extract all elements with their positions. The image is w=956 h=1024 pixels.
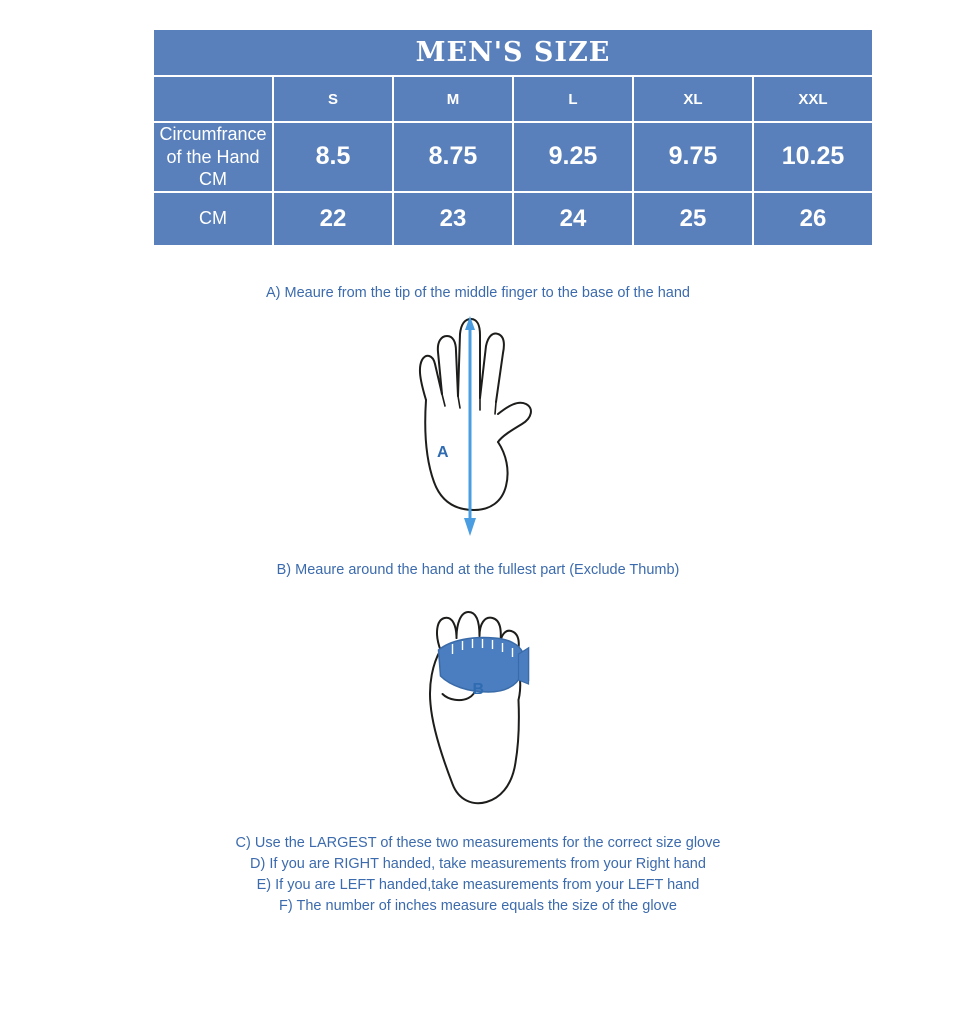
instruction-a: A) Meaure from the tip of the middle finger to the base of the hand (266, 285, 690, 301)
instruction-c: C) Use the LARGEST of these two measurements for the correct size glove (235, 835, 721, 851)
cell-circumference-xxl: 10.25 (754, 123, 872, 191)
length-arrow-icon (464, 316, 476, 536)
cell-circumference-l: 9.25 (514, 123, 632, 191)
cell-circumference-xl: 9.75 (634, 123, 752, 191)
fist-with-tape-illustration (401, 588, 556, 823)
cell-cm-m: 23 (394, 193, 512, 245)
cell-circumference-s: 8.5 (274, 123, 392, 191)
table-row (154, 123, 872, 191)
instruction-f: F) The number of inches measure equals the size of the glove (279, 898, 677, 914)
cell-cm-xl: 25 (634, 193, 752, 245)
open-hand-illustration (398, 310, 558, 545)
cell-cm-l: 24 (514, 193, 632, 245)
column-header-xxl: XXL (754, 77, 872, 121)
page-title: MEN'S SIZE (154, 30, 872, 75)
hand-length-diagram (398, 310, 558, 545)
table-title-row (154, 30, 872, 75)
row-label-circumference: Circumfrance of the Hand CM (154, 123, 272, 191)
column-header-m: M (394, 77, 512, 121)
figure-b-label: B (472, 681, 485, 698)
footer-instructions (0, 833, 956, 917)
table-header-row (154, 77, 872, 121)
column-header-xl: XL (634, 77, 752, 121)
table-row (154, 193, 872, 245)
instruction-b: B) Meaure around the hand at the fullest part (Exclude Thumb) (276, 562, 680, 578)
size-table-container (152, 28, 874, 247)
instruction-d: D) If you are RIGHT handed, take measurements from your Right hand (250, 856, 706, 872)
instruction-e: E) If you are LEFT handed,take measurements from your LEFT hand (256, 877, 700, 893)
cell-cm-s: 22 (274, 193, 392, 245)
size-table (152, 28, 874, 247)
hand-circumference-diagram (401, 588, 556, 823)
table-corner-cell (154, 77, 272, 121)
cell-circumference-m: 8.75 (394, 123, 512, 191)
column-header-l: L (514, 77, 632, 121)
column-header-s: S (274, 77, 392, 121)
cell-cm-xxl: 26 (754, 193, 872, 245)
figure-a-label: A (437, 444, 449, 461)
row-label-cm: CM (154, 193, 272, 245)
